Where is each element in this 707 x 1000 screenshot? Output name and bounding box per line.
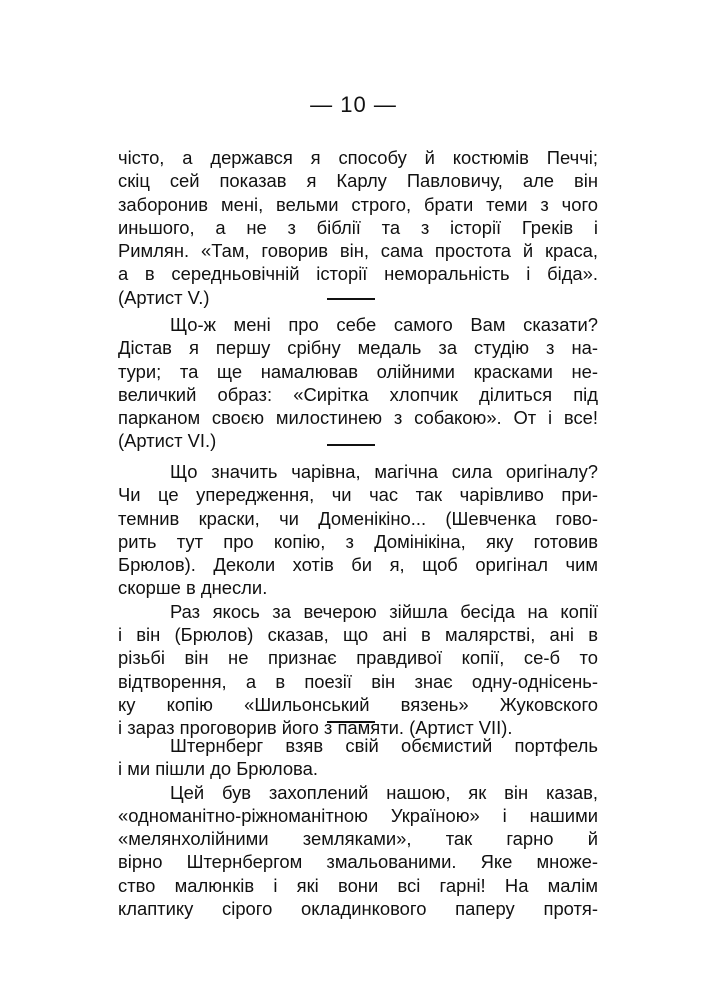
text-line: ку копію «Шильонський вязень» Жуковского (118, 693, 598, 715)
paragraph-artist-vi (118, 313, 598, 453)
paragraph-artist-v (118, 146, 598, 309)
text-line: темнив краски, чи Доменікіно... (Шевченка гово- (118, 507, 598, 529)
section-divider (327, 298, 375, 300)
text-line: величкий образ: «Сирітка хлопчик ділиться під (118, 383, 598, 405)
text-line: рить тут про копію, з Домінікіна, яку готовив (118, 530, 598, 552)
text-line: иньшого, а не з біблії та з історії Греків і (118, 216, 598, 238)
text-line: Штернберг взяв свій обємистий портфель (170, 735, 598, 756)
text-line: Цей був захоплений нашою, як він казав, (170, 781, 598, 803)
section-divider (327, 444, 375, 446)
text-line: Що-ж мені про себе самого Вам сказати? (170, 314, 598, 335)
page-number: — 10 — (310, 92, 397, 117)
text-line: скорше в днесли. (118, 577, 268, 599)
text-line: скіц сей показав я Карлу Павловичу, але він (118, 170, 598, 192)
text-line: Брюлов). Деколи хотів би я, щоб оригінал чим (118, 554, 598, 576)
text-line: «мелянхолійними земляками», так гарно й (118, 828, 598, 850)
text-line: Римлян. «Там, говорив він, сама простота й краса, (118, 240, 598, 262)
text-line: відтворення, а в поезії він знає одну-однісень- (118, 670, 598, 692)
paragraph-artist-vii (118, 460, 598, 740)
text-line: Дістав я першу срібну медаль за студію з на- (118, 337, 598, 359)
text-line: (Артист VI.) (118, 430, 217, 452)
text-line: заборонив мені, вельми строго, брати теми з чого (118, 193, 598, 215)
text-line: вірно Штернбергом змальованими. Яке множе- (118, 851, 598, 873)
text-line: і зараз проговорив його з памяти. (Артист VII). (118, 717, 513, 739)
paragraph-sternberg (118, 734, 598, 920)
text-line: Чи це упередження, чи час так чарівливо при- (118, 484, 598, 506)
text-line: а в середньовічній історії неморальність і біда». (118, 263, 598, 285)
text-line: ство малюнків і які вони всі гарні! На малім (118, 874, 598, 896)
text-line: (Артист V.) (118, 286, 210, 308)
text-line: тури; та ще намалював олійними красками не- (118, 360, 598, 382)
text-line: і він (Брюлов) сказав, що ані в малярстві, ані в (118, 624, 598, 646)
text-line: чісто, а держався я способу й костюмів Печчі; (118, 147, 598, 168)
section-divider (327, 721, 375, 723)
text-line: різьбі він не признає правдивої копії, се-б то (118, 647, 598, 669)
text-line: Раз якось за вечерою зійшла бесіда на копії (170, 600, 598, 622)
text-line: клаптику сірого окладинкового паперу протя- (118, 898, 598, 920)
text-line: парканом своєю милостинею з собакою». От і все! (118, 407, 598, 429)
text-line: і ми пішли до Брюлова. (118, 758, 318, 780)
text-line: Що значить чарівна, магічна сила оригіналу? (170, 461, 598, 482)
text-line: «одноманітно-ріжноманітною Україною» і нашими (118, 804, 598, 826)
